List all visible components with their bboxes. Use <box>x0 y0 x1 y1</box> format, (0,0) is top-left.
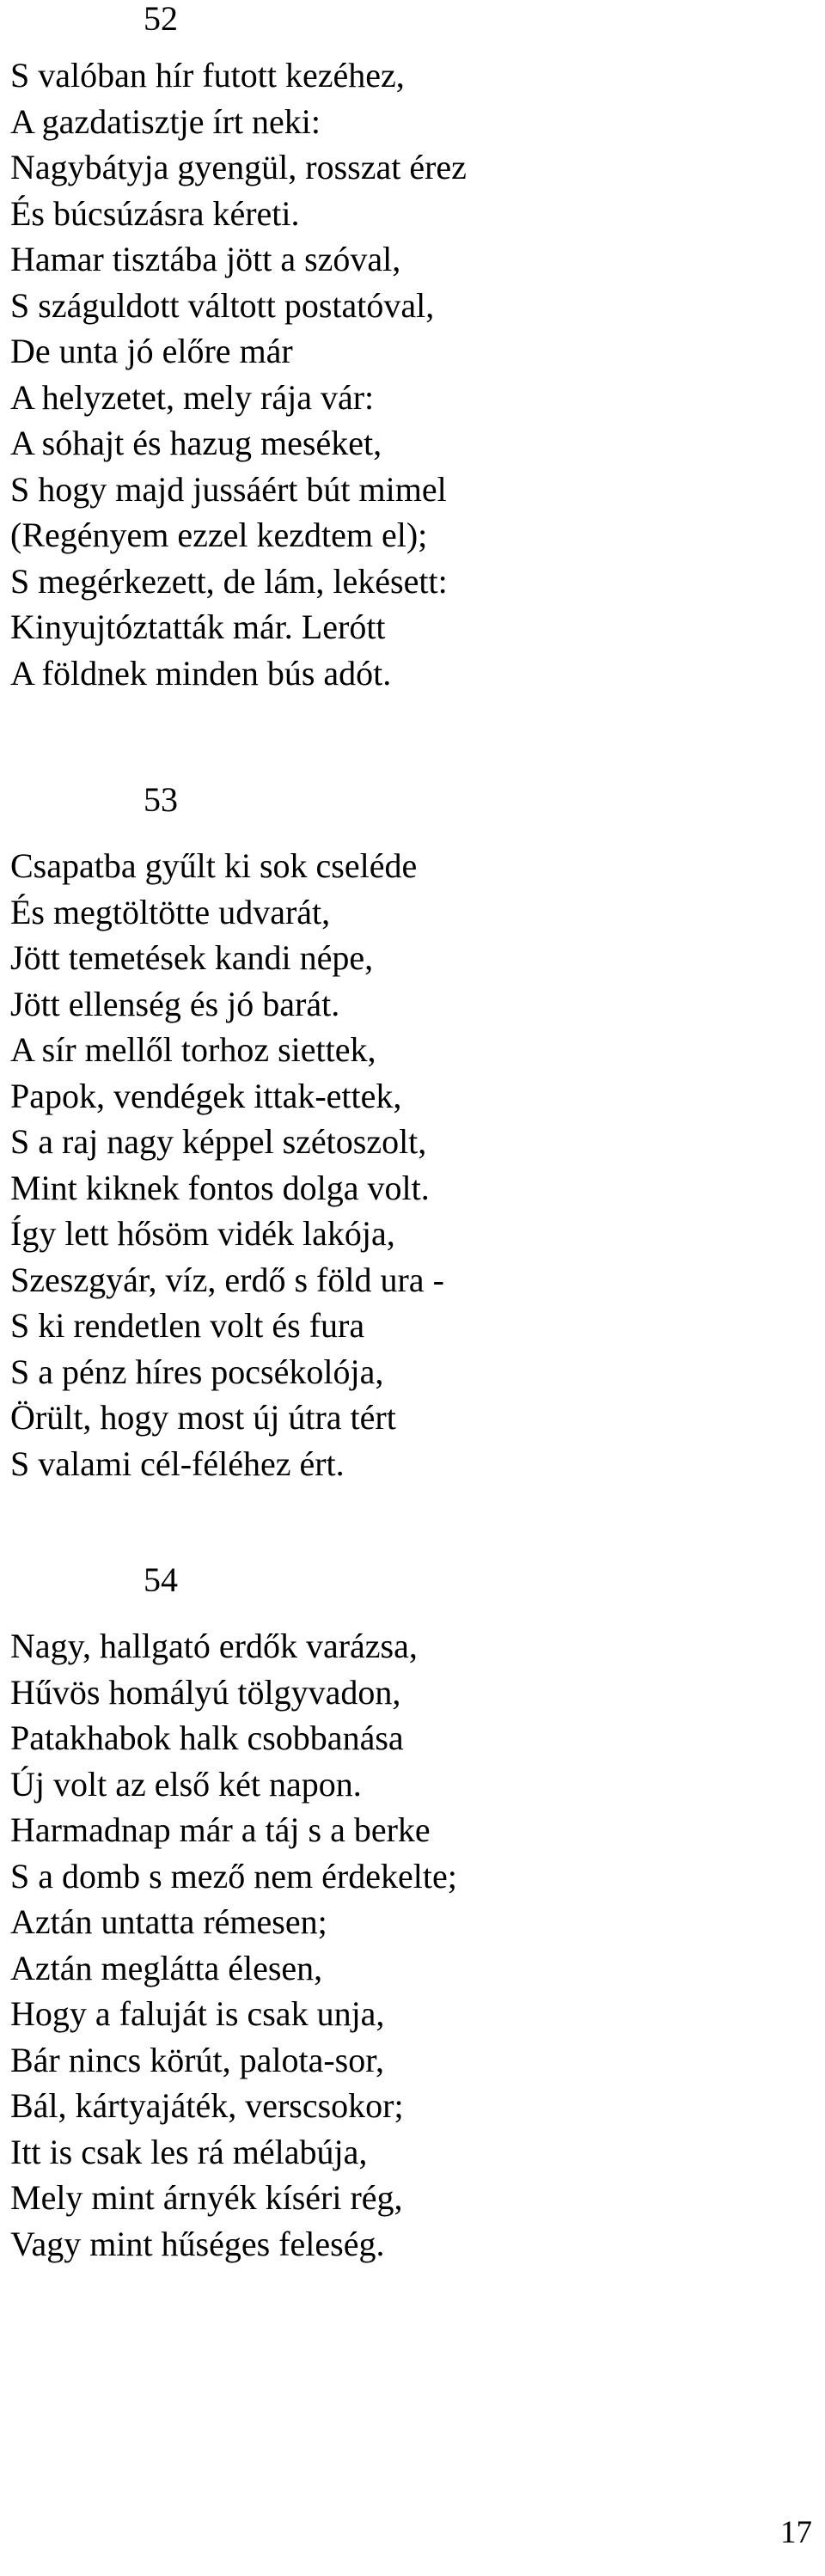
verse-line: Bár nincs körút, palota-sor, <box>10 2040 384 2079</box>
verse-line: Örült, hogy most új útra tért <box>10 1398 396 1437</box>
verse-line: Mely mint árnyék kíséri rég, <box>10 2178 403 2217</box>
verse-line: S a raj nagy képpel szétoszolt, <box>10 1122 427 1161</box>
verse-line: Nagybátyja gyengül, rosszat érez <box>10 148 467 186</box>
verse-line: Jött temetések kandi népe, <box>10 938 374 977</box>
verse-line: A földnek minden bús adót. <box>10 653 392 693</box>
verse-line: Szeszgyár, víz, erdő s föld ura - <box>10 1260 444 1299</box>
verse-line: És búcsúzásra kéreti. <box>10 193 300 233</box>
verse-line: A sóhajt és hazug meséket, <box>10 424 382 462</box>
verse-line: S hogy majd jussáért bút mimel <box>10 469 447 509</box>
verse-line: S a domb s mező nem érdekelte; <box>10 1856 457 1895</box>
verse-line: Vagy mint hűséges feleség. <box>10 2224 385 2263</box>
verse-line: S a pénz híres pocsékolója, <box>10 1352 384 1391</box>
verse-line: És megtöltötte udvarát, <box>10 892 331 931</box>
verse-line: A gazdatisztje írt neki: <box>10 101 321 141</box>
verse-lines <box>10 843 810 1486</box>
verse-line: S valóban hír futott kezéhez, <box>10 56 405 95</box>
verse-line: Kinyujtóztatták már. Lerótt <box>10 607 386 646</box>
verse-line: S valami cél-féléhez ért. <box>10 1444 345 1483</box>
verse-line: S száguldott váltott postatóval, <box>10 285 435 325</box>
verse-line: Aztán meglátta élesen, <box>10 1948 323 1987</box>
stanza-number: 52 <box>144 0 178 38</box>
verse-line: Hamar tisztába jött a szóval, <box>10 240 401 278</box>
verse-line: A helyzetet, mely rája vár: <box>10 377 375 417</box>
verse-line: Itt is csak les rá mélabúja, <box>10 2132 368 2171</box>
verse-line: Új volt az első két napon. <box>10 1764 362 1804</box>
verse-line: Jött ellenség és jó barát. <box>10 984 340 1023</box>
stanza-number: 53 <box>144 780 178 819</box>
verse-line: Papok, vendégek ittak-ettek, <box>10 1076 402 1115</box>
verse-line: De unta jó előre már <box>10 332 293 370</box>
verse-line: Harmadnap már a táj s a berke <box>10 1810 431 1849</box>
page-number: 17 <box>780 2515 812 2550</box>
verse-line: Így lett hősöm vidék lakója, <box>10 1214 395 1253</box>
verse-line: Csapatba gyűlt ki sok cseléde <box>10 846 418 885</box>
verse-line: Nagy, hallgató erdők varázsa, <box>10 1627 418 1665</box>
verse-line: (Regényem ezzel kezdtem el); <box>10 516 428 554</box>
verse-line: Hogy a faluját is csak unja, <box>10 1994 385 2033</box>
verse-line: Mint kiknek fontos dolga volt. <box>10 1168 430 1207</box>
verse-line: Bál, kártyajáték, verscsokor; <box>10 2086 404 2125</box>
stanza-number: 54 <box>144 1560 178 1599</box>
verse-line: S megérkezett, de lám, lekésett: <box>10 561 448 601</box>
verse-line: Aztán untatta rémesen; <box>10 1902 327 1941</box>
verse-line: Hűvös homályú tölgyvadon, <box>10 1672 401 1712</box>
verse-lines <box>10 1623 810 2267</box>
verse-lines <box>10 52 810 696</box>
verse-line: Patakhabok halk csobbanása <box>10 1718 404 1757</box>
verse-line: S ki rendetlen volt és fura <box>10 1306 365 1345</box>
verse-line: A sír mellől torhoz siettek, <box>10 1030 376 1069</box>
